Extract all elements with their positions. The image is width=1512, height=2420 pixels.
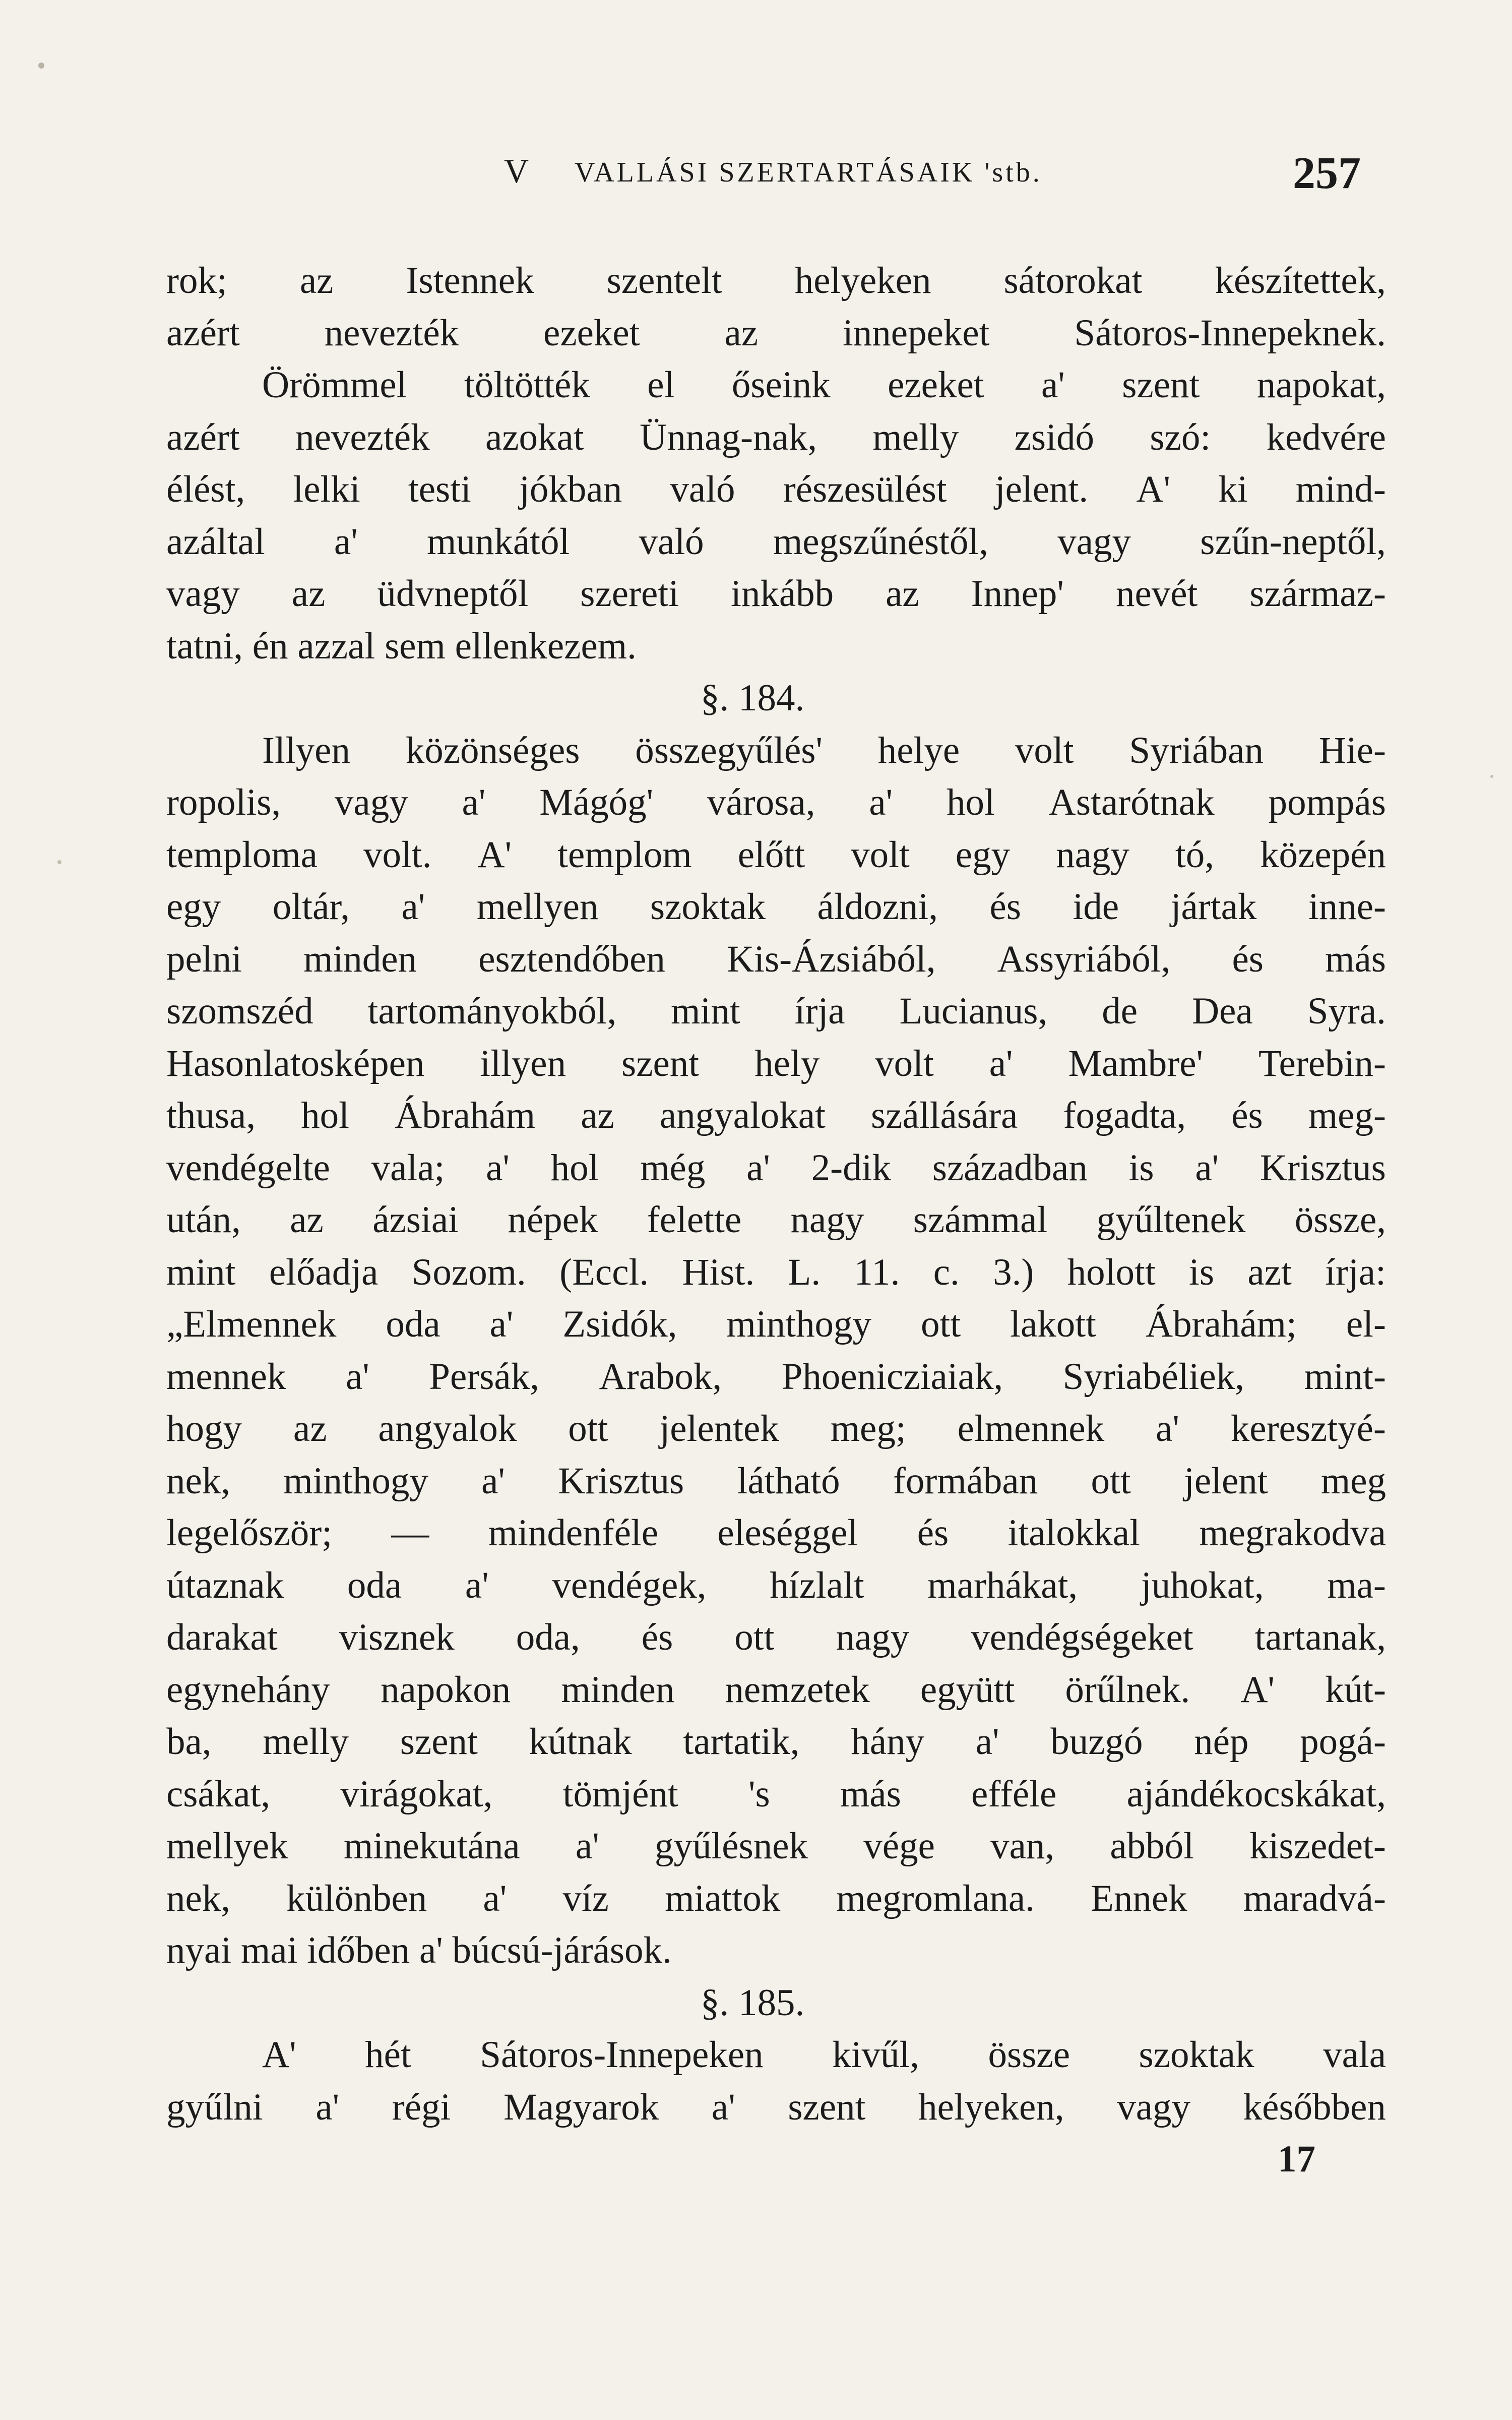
- quotation-line: hogy az angyalok ott jelentek meg; elmennek a' keresztyé-: [166, 1408, 1386, 1449]
- text-line: azáltal a' munkától való megszűnéstől, vagy szűn-neptől,: [166, 520, 1386, 563]
- text-line: egy oltár, a' mellyen szoktak áldozni, és ide jártak inne-: [166, 886, 1386, 928]
- text-line: tatni, én azzal sem ellenkezem.: [166, 625, 637, 667]
- running-head-ornament: V: [504, 152, 529, 190]
- quotation-line: egynehány napokon minden nemzetek együtt örűlnek. A' kút-: [166, 1668, 1386, 1711]
- quotation-line: útaznak oda a' vendégek, hízlalt marhákat, juhokat, ma-: [166, 1564, 1386, 1606]
- quotation-line: mellyek minekutána a' gyűlésnek vége van, abból kiszedet-: [166, 1825, 1386, 1867]
- text-line: azért nevezték ezeket az innepeket Sátoros-Innepeknek.: [166, 312, 1386, 354]
- text-line: Hasonlatosképen illyen szent hely volt a' Mambre' Terebin-: [166, 1042, 1386, 1084]
- text-line: temploma volt. A' templom előtt volt egy nagy tó, közepén: [166, 833, 1386, 876]
- quotation-line: csákat, virágokat, tömjént 's más efféle ajándékocskákat,: [166, 1773, 1386, 1815]
- text-line: ropolis, vagy a' Mágóg' városa, a' hol Astarótnak pompás: [166, 781, 1386, 823]
- quotation-line: nek, különben a' víz miattok megromlana. Ennek maradvá-: [166, 1877, 1386, 1919]
- text-line: azért nevezték azokat Ünnag-nak, melly zsidó szó: kedvére: [166, 416, 1386, 458]
- text-line: Illyen közönséges összegyűlés' helye volt Syriában Hie-: [262, 729, 1386, 771]
- quotation-line: ba, melly szent kútnak tartatik, hány a' buzgó nép pogá-: [166, 1721, 1386, 1763]
- text-line: A' hét Sátoros-Innepeken kivűl, össze szoktak vala: [262, 2034, 1386, 2076]
- running-head: [504, 147, 1361, 198]
- quotation-line: legelőször; — mindenféle eleséggel és italokkal megrakodva: [166, 1512, 1386, 1554]
- text-line: élést, lelki testi jókban való részesülést jelent. A' ki mind-: [166, 468, 1386, 510]
- text-line: vendégelte vala; a' hol még a' 2-dik században is a' Krisztus: [166, 1146, 1386, 1189]
- quotation-line: nyai mai időben a' búcsú-járások.: [166, 1929, 672, 1971]
- text-line: pelni minden esztendőben Kis-Ázsiából, Assyriából, és más: [166, 938, 1386, 980]
- text-line: vagy az üdvneptől szereti inkább az Innep' nevét származ-: [166, 573, 1386, 615]
- text-line: Örömmel töltötték el őseink ezeket a' szent napokat,: [262, 364, 1386, 406]
- quotation-line: „Elmennek oda a' Zsidók, minthogy ott lakott Ábrahám; el-: [166, 1303, 1386, 1345]
- text-line: mint előadja Sozom. (Eccl. Hist. L. 11. c. 3.) holott is azt írja:: [166, 1251, 1386, 1293]
- page-number: 257: [1293, 148, 1361, 198]
- text-line: gyűlni a' régi Magyarok a' szent helyeken, vagy későbben: [166, 2086, 1386, 2128]
- text-line: rok; az Istennek szentelt helyeken sátorokat készítettek,: [166, 260, 1386, 301]
- running-head-title: VALLÁSI SZERTARTÁSAIK 'stb.: [575, 157, 1042, 188]
- signature-mark: 17: [1278, 2138, 1315, 2180]
- section-heading-184: §. 184.: [701, 677, 805, 719]
- quotation-line: mennek a' Persák, Arabok, Phoenicziaiak, Syriabéliek, mint-: [166, 1355, 1386, 1398]
- text-line: szomszéd tartományokból, mint írja Lucianus, de Dea Syra.: [166, 990, 1386, 1032]
- text-line: thusa, hol Ábrahám az angyalokat szállására fogadta, és meg-: [166, 1095, 1386, 1136]
- quotation-line: nek, minthogy a' Krisztus látható formában ott jelent meg: [166, 1460, 1386, 1502]
- quotation-line: darakat visznek oda, és ott nagy vendégségeket tartanak,: [166, 1616, 1386, 1658]
- body-text: [166, 255, 1386, 2186]
- text-line: után, az ázsiai népek felette nagy számmal gyűltenek össze,: [166, 1199, 1386, 1241]
- section-heading-185: §. 185.: [701, 1981, 805, 2024]
